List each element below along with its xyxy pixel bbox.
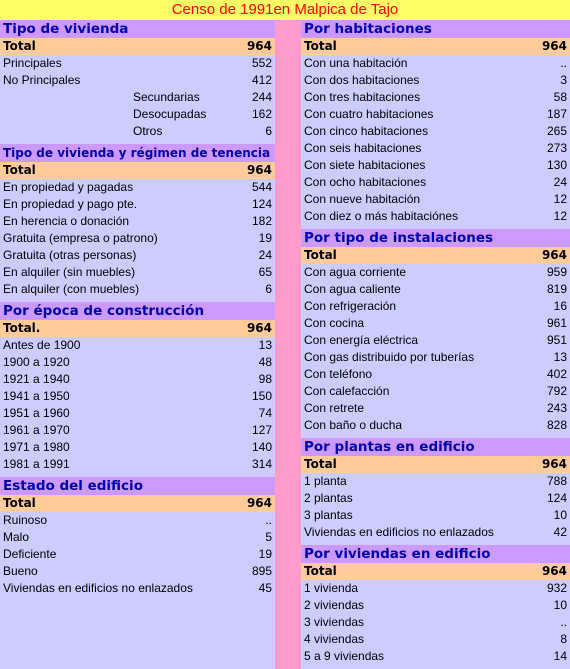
table-row: [0, 196, 275, 213]
row-value: 3: [560, 73, 567, 87]
table-row: [0, 405, 275, 422]
total-row: [0, 38, 275, 55]
row-label: En propiedad y pago pte.: [3, 197, 138, 211]
row-value: 792: [546, 384, 567, 398]
table-row: [0, 230, 275, 247]
row-value: 42: [553, 525, 567, 539]
row-label: Con ocho habitaciones: [304, 175, 427, 189]
page-title: Censo de 1991en Malpica de Tajo: [0, 0, 570, 20]
section-heading: Por viviendas en edificio: [301, 545, 570, 563]
section-heading: Estado del edificio: [0, 477, 275, 495]
left-column: [0, 20, 275, 669]
total-value: 964: [541, 248, 567, 262]
row-value: 10: [553, 598, 567, 612]
row-label: Con energía eléctrica: [304, 333, 419, 347]
row-value: 932: [546, 581, 567, 595]
row-value: 13: [553, 350, 567, 364]
stats-section: [0, 20, 275, 140]
row-value: 552: [251, 56, 272, 70]
row-value: 895: [251, 564, 272, 578]
row-label: Otros: [133, 124, 163, 138]
row-label: 3 plantas: [304, 508, 353, 522]
section-heading: Por época de construcción: [0, 302, 275, 320]
row-label: Con refrigeración: [304, 299, 397, 313]
table-row: [301, 55, 570, 72]
row-value: 402: [546, 367, 567, 381]
row-value: 182: [251, 214, 272, 228]
total-label: Total: [304, 457, 337, 471]
total-label: Total: [304, 39, 337, 53]
stats-section: [301, 541, 570, 665]
table-row: [301, 157, 570, 174]
row-label: Deficiente: [3, 547, 57, 561]
total-value: 964: [246, 496, 272, 510]
total-row: [301, 38, 570, 55]
table-row: [0, 337, 275, 354]
table-row: [301, 490, 570, 507]
total-value: 964: [246, 321, 272, 335]
total-value: 964: [246, 163, 272, 177]
row-label: 1951 a 1960: [3, 406, 70, 420]
table-row: [0, 89, 275, 106]
row-value: 959: [546, 265, 567, 279]
table-row: [301, 264, 570, 281]
row-value: 544: [251, 180, 272, 194]
row-value: 65: [258, 265, 272, 279]
total-label: Total.: [3, 321, 41, 335]
total-label: Total: [3, 163, 36, 177]
row-value: 5: [265, 530, 272, 544]
section-heading: Por tipo de instalaciones: [301, 229, 570, 247]
table-row: [301, 400, 570, 417]
row-value: 951: [546, 333, 567, 347]
row-value: 412: [251, 73, 272, 87]
row-label: Con una habitación: [304, 56, 408, 70]
row-value: 12: [553, 209, 567, 223]
row-label: Con cocina: [304, 316, 365, 330]
total-value: 964: [541, 39, 567, 53]
row-label: Viviendas en edificios no enlazados: [3, 581, 193, 595]
section-heading: Tipo de vivienda y régimen de tenencia: [0, 144, 275, 162]
row-value: ..: [560, 615, 567, 629]
row-value: 45: [258, 581, 272, 595]
row-value: 98: [258, 372, 272, 386]
row-label: Gratuita (empresa o patrono): [3, 231, 158, 245]
table-row: [301, 315, 570, 332]
row-value: 19: [258, 547, 272, 561]
row-value: 19: [258, 231, 272, 245]
row-label: Con siete habitaciones: [304, 158, 426, 172]
table-row: [301, 123, 570, 140]
row-value: 14: [553, 649, 567, 663]
total-value: 964: [541, 457, 567, 471]
section-heading: Por habitaciones: [301, 20, 570, 38]
total-row: [301, 247, 570, 264]
row-label: Con diez o más habitaciónes: [304, 209, 459, 223]
section-heading: Tipo de vivienda: [0, 20, 275, 38]
total-row: [0, 495, 275, 512]
row-label: 1900 a 1920: [3, 355, 70, 369]
table-row: [301, 507, 570, 524]
total-value: 964: [246, 39, 272, 53]
table-row: [301, 281, 570, 298]
row-label: Con tres habitaciones: [304, 90, 421, 104]
row-value: 788: [546, 474, 567, 488]
row-label: En alquiler (con muebles): [3, 282, 140, 296]
table-row: [301, 106, 570, 123]
row-value: 6: [265, 124, 272, 138]
row-label: En herencia o donación: [3, 214, 130, 228]
table-row: [0, 580, 275, 597]
table-row: [301, 208, 570, 225]
total-label: Total: [304, 248, 337, 262]
row-label: Desocupadas: [133, 107, 207, 121]
table-row: [0, 563, 275, 580]
table-row: [0, 422, 275, 439]
table-row: [301, 648, 570, 665]
row-label: Con nueve habitación: [304, 192, 421, 206]
row-value: 265: [546, 124, 567, 138]
row-label: 2 viviendas: [304, 598, 365, 612]
row-label: Con agua corriente: [304, 265, 407, 279]
row-label: 4 viviendas: [304, 632, 365, 646]
table-row: [301, 417, 570, 434]
stats-section: [0, 473, 275, 597]
table-row: [0, 529, 275, 546]
table-row: [0, 123, 275, 140]
table-row: [0, 281, 275, 298]
row-value: 12: [553, 192, 567, 206]
total-row: [0, 320, 275, 337]
row-label: Secundarias: [133, 90, 200, 104]
table-row: [0, 264, 275, 281]
row-label: 1 vivienda: [304, 581, 359, 595]
row-value: 187: [546, 107, 567, 121]
row-label: Con seis habitaciones: [304, 141, 422, 155]
row-value: 243: [546, 401, 567, 415]
total-row: [301, 456, 570, 473]
total-value: 964: [541, 564, 567, 578]
row-label: Ruinoso: [3, 513, 48, 527]
table-row: [301, 597, 570, 614]
row-label: En propiedad y pagadas: [3, 180, 134, 194]
row-value: ..: [560, 56, 567, 70]
stats-section: [0, 140, 275, 298]
table-row: [301, 580, 570, 597]
row-label: Viviendas en edificios no enlazados: [304, 525, 494, 539]
row-value: 127: [251, 423, 272, 437]
row-value: ..: [265, 513, 272, 527]
row-value: 13: [258, 338, 272, 352]
row-label: Bueno: [3, 564, 38, 578]
row-value: 6: [265, 282, 272, 296]
row-value: 24: [258, 248, 272, 262]
row-label: 3 viviendas: [304, 615, 365, 629]
row-label: Con cinco habitaciones: [304, 124, 429, 138]
row-label: 1921 a 1940: [3, 372, 70, 386]
row-value: 819: [546, 282, 567, 296]
table-row: [301, 349, 570, 366]
row-label: Principales: [3, 56, 62, 70]
row-label: 1961 a 1970: [3, 423, 70, 437]
stats-section: [301, 225, 570, 434]
row-value: 140: [251, 440, 272, 454]
row-value: 273: [546, 141, 567, 155]
table-row: [301, 614, 570, 631]
row-label: 5 a 9 viviendas: [304, 649, 385, 663]
row-value: 130: [546, 158, 567, 172]
row-value: 58: [553, 90, 567, 104]
table-row: [0, 72, 275, 89]
table-row: [0, 388, 275, 405]
row-value: 150: [251, 389, 272, 403]
table-row: [0, 247, 275, 264]
section-heading: Por plantas en edificio: [301, 438, 570, 456]
row-label: Con retrete: [304, 401, 365, 415]
row-value: 162: [251, 107, 272, 121]
row-label: 1981 a 1991: [3, 457, 70, 471]
row-label: Con calefacción: [304, 384, 390, 398]
row-value: 314: [251, 457, 272, 471]
table-row: [0, 512, 275, 529]
row-value: 74: [258, 406, 272, 420]
row-label: 2 plantas: [304, 491, 353, 505]
stats-section: [301, 434, 570, 541]
row-label: Con dos habitaciones: [304, 73, 420, 87]
total-label: Total: [304, 564, 337, 578]
table-row: [301, 191, 570, 208]
row-value: 828: [546, 418, 567, 432]
row-value: 244: [251, 90, 272, 104]
row-label: 1971 a 1980: [3, 440, 70, 454]
row-label: No Principales: [3, 73, 81, 87]
row-value: 10: [553, 508, 567, 522]
row-value: 48: [258, 355, 272, 369]
right-column: [301, 20, 570, 669]
row-label: Gratuita (otras personas): [3, 248, 137, 262]
table-row: [301, 140, 570, 157]
row-value: 16: [553, 299, 567, 313]
row-label: 1 planta: [304, 474, 347, 488]
table-row: [0, 55, 275, 72]
row-value: 124: [251, 197, 272, 211]
row-value: 961: [546, 316, 567, 330]
table-row: [0, 371, 275, 388]
table-row: [0, 179, 275, 196]
row-label: 1941 a 1950: [3, 389, 70, 403]
row-value: 124: [546, 491, 567, 505]
stats-section: [0, 298, 275, 473]
row-label: Antes de 1900: [3, 338, 81, 352]
row-label: Con baño o ducha: [304, 418, 403, 432]
row-label: Con cuatro habitaciones: [304, 107, 434, 121]
table-row: [0, 456, 275, 473]
table-row: [301, 524, 570, 541]
row-label: Con teléfono: [304, 367, 373, 381]
table-row: [0, 213, 275, 230]
table-row: [301, 383, 570, 400]
table-row: [0, 439, 275, 456]
table-row: [301, 473, 570, 490]
total-row: [0, 162, 275, 179]
row-value: 8: [560, 632, 567, 646]
row-value: 24: [553, 175, 567, 189]
table-row: [301, 631, 570, 648]
stats-section: [301, 20, 570, 225]
row-label: Con agua caliente: [304, 282, 401, 296]
table-row: [0, 546, 275, 563]
row-label: En alquiler (sin muebles): [3, 265, 136, 279]
table-row: [301, 298, 570, 315]
total-label: Total: [3, 39, 36, 53]
table-row: [301, 332, 570, 349]
table-row: [0, 354, 275, 371]
table-row: [301, 89, 570, 106]
table-row: [301, 174, 570, 191]
row-label: Malo: [3, 530, 30, 544]
table-row: [301, 366, 570, 383]
row-label: Con gas distribuido por tuberías: [304, 350, 475, 364]
table-row: [0, 106, 275, 123]
table-row: [301, 72, 570, 89]
total-row: [301, 563, 570, 580]
total-label: Total: [3, 496, 36, 510]
